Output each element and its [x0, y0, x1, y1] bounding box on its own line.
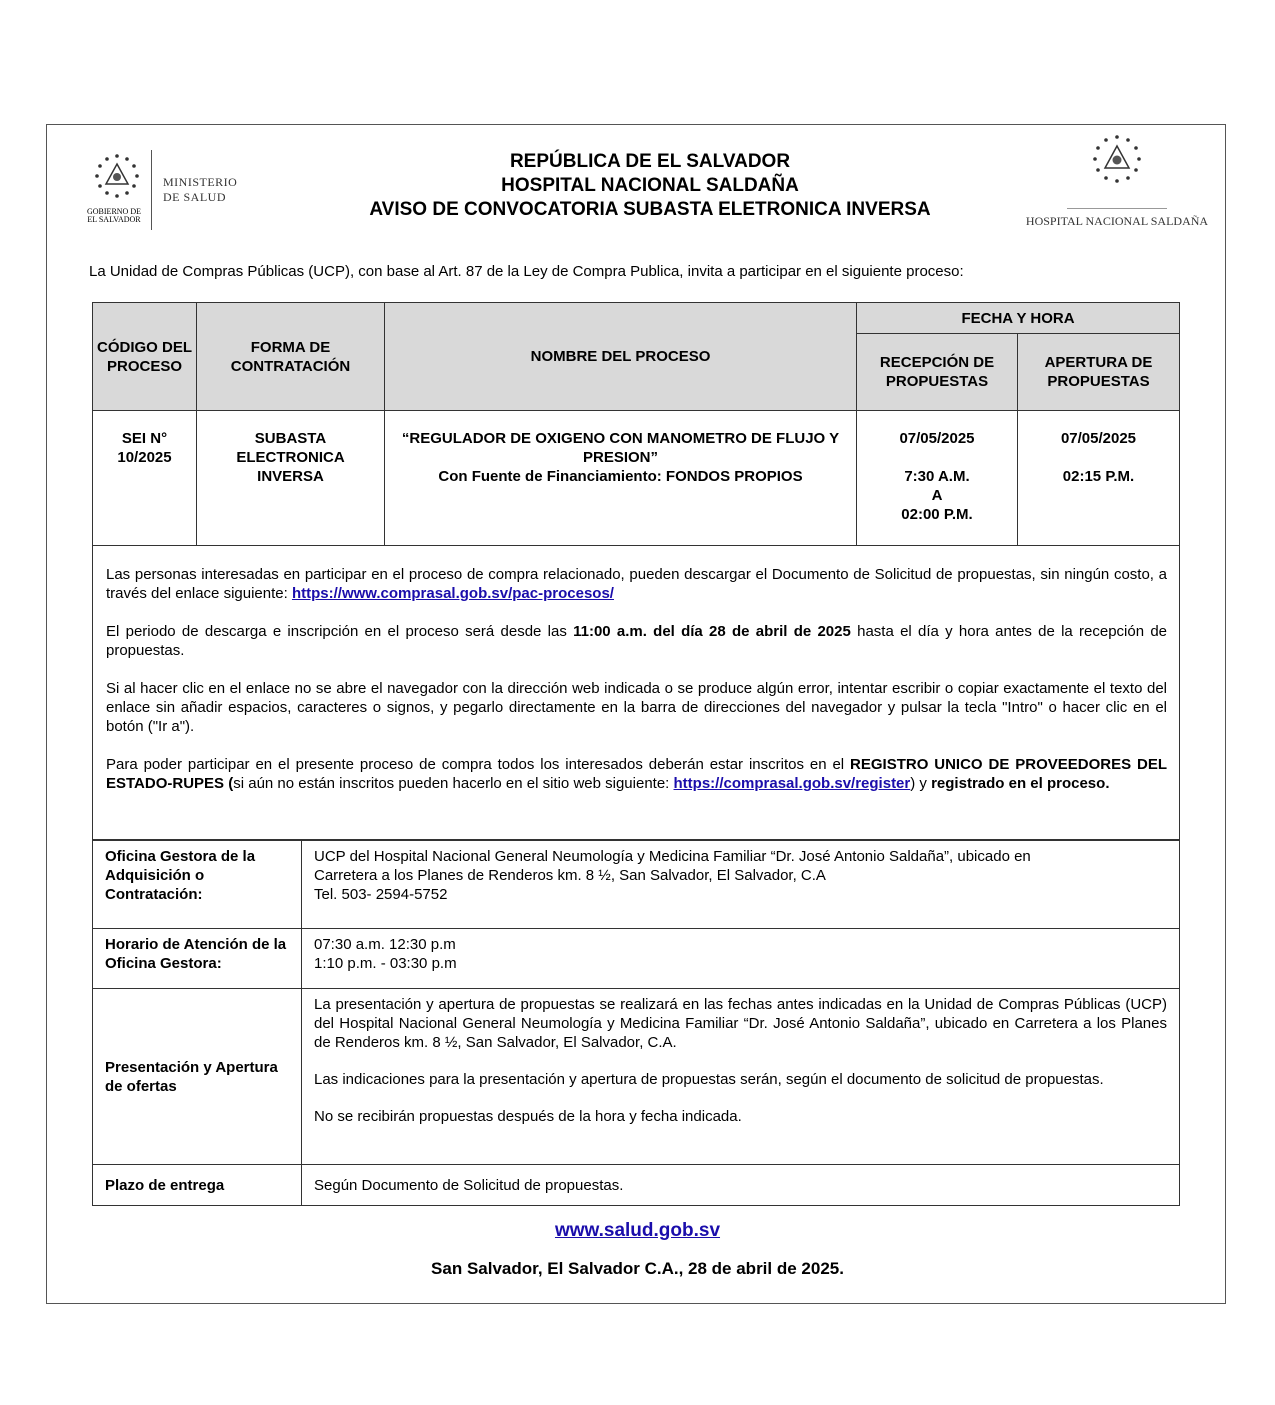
horario-value: [302, 929, 1180, 989]
info-p2-bold: 11:00 a.m. del día 28 de abril de 2025: [573, 623, 851, 640]
hospital-caption: HOSPITAL NACIONAL SALDAÑA: [1025, 214, 1209, 228]
presentacion-p3: No se recibirán propuestas después de la hora y fecha indicada.: [314, 1108, 742, 1125]
gobierno-line2: EL SALVADOR: [87, 215, 141, 224]
presentacion-p2: Las indicaciones para la presentación y apertura de propuestas serán, según el documento de solicitud de propuestas.: [314, 1071, 1104, 1088]
info-paragraph-4: [106, 755, 1167, 793]
cell-apertura: [1018, 411, 1180, 546]
oficina-line3: Tel. 503- 2594-5752: [314, 886, 448, 903]
header-apertura: APERTURA DE PROPUESTAS: [1018, 334, 1180, 411]
header-line1: REPÚBLICA DE EL SALVADOR: [509, 151, 791, 172]
footer-link-container: [0, 1220, 1275, 1242]
info-paragraph-1: [106, 565, 1167, 603]
cell-forma: SUBASTA ELECTRONICA INVERSA: [197, 411, 385, 546]
info-section: [92, 545, 1180, 840]
hospital-logo: [1022, 132, 1212, 232]
recepcion-hora1: 7:30 A.M.: [904, 468, 970, 485]
oficina-value: [302, 841, 1180, 929]
ministerio-line1: MINISTERIO: [163, 175, 238, 189]
logo-divider: [151, 150, 152, 230]
info-p1-text: Las personas interesadas en participar en el proceso de compra relacionado, pueden descargar el Documento de Solicitud de propuestas, sin ningún costo, a través del enlace siguiente:: [106, 566, 1167, 602]
info-p2-b: hasta el día y hora antes de la recepción de propuestas.: [106, 623, 1167, 659]
info-paragraph-2: [106, 622, 1167, 660]
horario-line1: 07:30 a.m. 12:30 p.m: [314, 936, 456, 953]
info-p4-b: si aún no están inscritos pueden hacerlo en el sitio web siguiente:: [233, 775, 674, 792]
presentacion-p1: La presentación y apertura de propuestas se realizará en las fechas antes indicadas en la Unidad de Compras Públicas (UCP) del Hospital Nacional General Neumología y Medicina Familiar “Dr. José Antonio Saldaña”, ubicado en Carretera a los Planes de Renderos km. 8 ½, San Salvador, El Salvador, C.A.: [314, 996, 1167, 1051]
info-p4-a: Para poder participar en el presente proceso de compra todos los interesados deberán estar inscritos en el: [106, 756, 851, 773]
gobierno-line1: GOBIERNO DE: [87, 207, 141, 216]
salud-website-link[interactable]: www.salud.gob.sv: [554, 1220, 721, 1241]
header-forma: FORMA DE CONTRATACIÓN: [197, 303, 385, 411]
header-line3: AVISO DE CONVOCATORIA SUBASTA ELETRONICA INVERSA: [369, 199, 931, 220]
ministerio-line2: DE SALUD: [163, 190, 226, 204]
recepcion-fecha: 07/05/2025: [899, 430, 975, 447]
nombre-line1: “REGULADOR DE OXIGENO CON MANOMETRO DE FLUJO Y PRESION”: [401, 430, 840, 466]
apertura-hora: 02:15 P.M.: [1062, 468, 1135, 485]
intro-text: La Unidad de Compras Públicas (UCP), con base al Art. 87 de la Ley de Compra Publica, invita a participar en el siguiente proceso:: [89, 263, 964, 280]
details-table: [92, 840, 1180, 1206]
coat-of-arms-icon: [1082, 132, 1152, 204]
recepcion-hora2: 02:00 P.M.: [901, 506, 973, 523]
process-table: [92, 302, 1180, 546]
info-p4-bold2: registrado en el proceso.: [931, 775, 1110, 792]
horario-line2: 1:10 p.m. - 03:30 p.m: [314, 955, 457, 972]
cell-nombre: [385, 411, 857, 546]
oficina-line1: UCP del Hospital Nacional General Neumología y Medicina Familiar “Dr. José Antonio Saldaña”, ubicado en: [314, 848, 1031, 865]
presentacion-label: Presentación y Apertura de ofertas: [93, 989, 302, 1165]
cell-recepcion: [857, 411, 1018, 546]
nombre-line2: Con Fuente de Financiamiento: FONDOS PROPIOS: [438, 468, 803, 485]
plazo-label: Plazo de entrega: [93, 1165, 302, 1206]
info-p4-c: ) y: [910, 775, 932, 792]
header-nombre: NOMBRE DEL PROCESO: [385, 303, 857, 411]
ministerio-salud-logo: [82, 150, 262, 235]
header-fecha-hora: FECHA Y HORA: [857, 303, 1180, 334]
footer-date: San Salvador, El Salvador C.A., 28 de abril de 2025.: [431, 1259, 844, 1278]
apertura-fecha: 07/05/2025: [1060, 430, 1137, 447]
logo-rule: [1067, 208, 1167, 209]
info-p4-bold: REGISTRO UNICO DE PROVEEDORES DEL ESTADO-RUPES (: [106, 756, 1168, 792]
oficina-line2: Carretera a los Planes de Renderos km. 8 ½, San Salvador, El Salvador, C.A: [314, 867, 826, 884]
comprasal-register-link[interactable]: https://comprasal.gob.sv/register: [673, 775, 911, 792]
info-paragraph-3: Si al hacer clic en el enlace no se abre el navegador con la dirección web indicada o se produce algún error, intentar escribir o copiar exactamente el texto del enlace sin añadir espacios, caracteres o signos, y pegarlo directamente en la barra de direcciones del navegador y pulsar la tecla "Intro" o hacer clic en el botón ("Ir a").: [106, 680, 1167, 735]
header-codigo: CÓDIGO DEL PROCESO: [93, 303, 197, 411]
oficina-label: Oficina Gestora de la Adquisición o Contratación:: [93, 841, 302, 929]
recepcion-a: A: [931, 487, 943, 504]
document-header: [300, 150, 1000, 222]
comprasal-procesos-link[interactable]: https://www.comprasal.gob.sv/pac-procesos/: [291, 585, 614, 602]
info-p2-a: El periodo de descarga e inscripción en el proceso será desde las: [106, 623, 574, 640]
horario-label: Horario de Atención de la Oficina Gestora:: [93, 929, 302, 989]
presentacion-value: [302, 989, 1180, 1165]
plazo-value: Según Documento de Solicitud de propuestas.: [302, 1165, 1180, 1206]
header-recepcion: RECEPCIÓN DE PROPUESTAS: [857, 334, 1018, 411]
cell-codigo: SEI N° 10/2025: [93, 411, 197, 546]
header-line2: HOSPITAL NACIONAL SALDAÑA: [501, 175, 799, 196]
